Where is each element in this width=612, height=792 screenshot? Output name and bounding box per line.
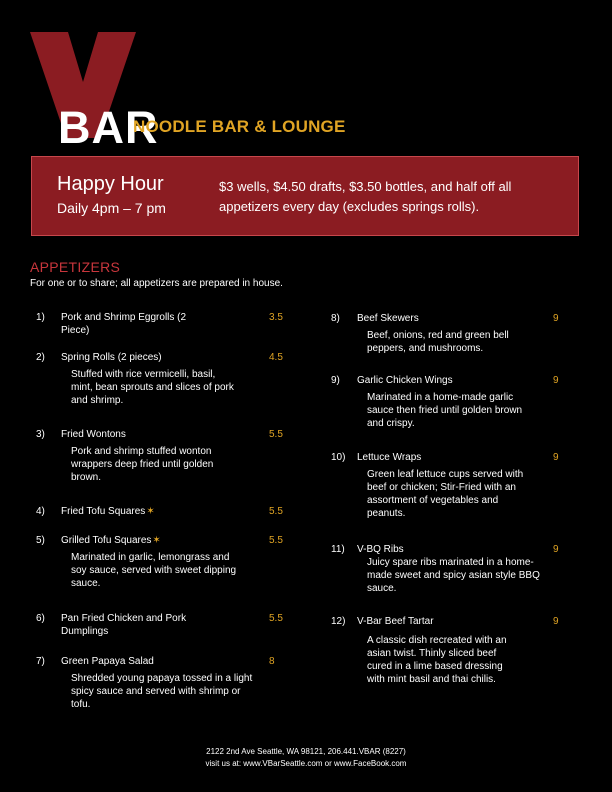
item-description: Green leaf lettuce cups served with beef or chicken; Stir-Fried with an assortment of vegetables and peanuts.: [367, 469, 524, 519]
item-number: 2): [36, 352, 45, 363]
menu-item: [331, 543, 561, 605]
item-price: 9: [553, 313, 559, 324]
item-name: Pork and Shrimp Eggrolls (2 Piece): [61, 312, 187, 336]
item-number: 3): [36, 429, 45, 440]
item-description: Juicy spare ribs marinated in a home-made sweet and spicy asian style BBQ sauce.: [367, 557, 540, 594]
item-name-text: Grilled Tofu Squares: [61, 535, 152, 546]
item-number: 1): [36, 312, 45, 323]
menu-item: [36, 534, 288, 589]
item-price: 5.5: [269, 429, 283, 440]
section-title: APPETIZERS: [30, 259, 121, 275]
item-number: 12): [331, 616, 346, 627]
menu-item: [36, 311, 288, 341]
item-description: Shredded young papaya tossed in a light spicy sauce and served with shrimp or tofu.: [71, 673, 253, 710]
happy-hour-description: $3 wells, $4.50 drafts, $3.50 bottles, and half off all appetizers every day (excludes springs rolls).: [219, 179, 512, 214]
item-number: 7): [36, 656, 45, 667]
item-number: 9): [331, 375, 340, 386]
item-name: Green Papaya Salad: [61, 656, 154, 667]
item-name: Lettuce Wraps: [357, 452, 422, 463]
happy-hour-title: Happy Hour: [57, 173, 164, 195]
star-icon: ✶: [152, 535, 161, 546]
menu-item: [331, 312, 561, 362]
item-name: [61, 505, 155, 518]
footer: [0, 746, 612, 770]
item-price: 4.5: [269, 352, 283, 363]
menu-item: [331, 451, 561, 529]
item-price: 3.5: [269, 312, 283, 323]
menu-item: [36, 351, 288, 413]
item-number: 5): [36, 535, 45, 546]
item-price: 9: [553, 544, 559, 555]
happy-hour-time: Daily 4pm – 7 pm: [57, 200, 166, 216]
item-name: Pan Fried Chicken and Pork Dumplings: [61, 613, 187, 637]
item-number: 8): [331, 313, 340, 324]
item-number: 11): [331, 544, 345, 555]
item-name: Fried Wontons: [61, 429, 126, 440]
item-description: Marinated in garlic, lemongrass and soy sauce, served with sweet dipping sauce.: [71, 552, 237, 589]
menu-item: [331, 615, 561, 707]
item-price: 9: [553, 452, 559, 463]
menu-item: [36, 655, 288, 717]
item-name: V-Bar Beef Tartar: [357, 616, 434, 627]
item-description: Pork and shrimp stuffed wonton wrappers deep fried until golden brown.: [71, 446, 214, 483]
section-subtitle: For one or to share; all appetizers are prepared in house.: [30, 278, 283, 289]
item-price: 9: [553, 616, 559, 627]
menu-item: [36, 612, 288, 642]
happy-hour-box: [31, 156, 579, 236]
item-description: Stuffed with rice vermicelli, basil, mint, bean sprouts and slices of pork and shrimp.: [71, 369, 234, 406]
menu-item: [331, 374, 561, 436]
item-price: 5.5: [269, 535, 283, 546]
item-number: 10): [331, 452, 346, 463]
item-name-text: Fried Tofu Squares: [61, 506, 146, 517]
menu-item: [36, 428, 288, 490]
item-price: 5.5: [269, 613, 283, 624]
footer-web: visit us at: www.VBarSeattle.com or www.FaceBook.com: [205, 759, 407, 768]
item-description: Beef, onions, red and green bell peppers, and mushrooms.: [367, 330, 509, 354]
item-number: 4): [36, 506, 45, 517]
item-description: A classic dish recreated with an asian twist. Thinly sliced beef cured in a lime based dressing with mint basil and thai chilis.: [367, 635, 507, 685]
footer-address: 2122 2nd Ave Seattle, WA 98121, 206.441.VBAR (8227): [206, 747, 406, 756]
item-number: 6): [36, 613, 45, 624]
item-price: 8: [269, 656, 275, 667]
menu-item: [36, 505, 288, 520]
item-price: 5.5: [269, 506, 283, 517]
item-name: Garlic Chicken Wings: [357, 375, 453, 386]
item-price: 9: [553, 375, 559, 386]
item-name: Beef Skewers: [357, 313, 419, 324]
item-name: V-BQ Ribs: [357, 544, 404, 555]
star-icon: ✶: [146, 506, 155, 517]
logo-text: BAR: [58, 102, 159, 153]
item-description: Marinated in a home-made garlic sauce then fried until golden brown and crispy.: [367, 392, 523, 429]
item-name: [61, 534, 161, 547]
item-name: Spring Rolls (2 pieces): [61, 352, 162, 363]
tagline: NOODLE BAR & LOUNGE: [133, 117, 346, 136]
